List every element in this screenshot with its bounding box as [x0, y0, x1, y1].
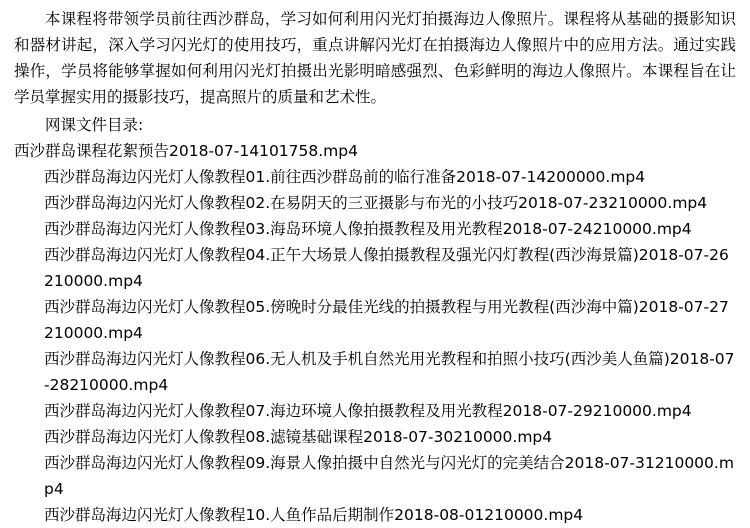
- file-list-item: 西沙群岛海边闪光灯人像教程05.傍晚时分最佳光线的拍摄教程与用光教程(西沙海中篇)2018-07-27210000.mp4: [44, 298, 729, 342]
- course-description-paragraph: 本课程将带领学员前往西沙群岛，学习如何利用闪光灯拍摄海边人像照片。课程将从基础的摄影知识和器材讲起，深入学习闪光灯的使用技巧，重点讲解闪光灯在拍摄海边人像照片中的应用方法。通过实践操作，学员将能够掌握如何利用闪光灯拍摄出光影明暗感强烈、色彩鲜明的海边人像照片。本课程旨在让学员掌握实用的摄影技巧，提高照片的质量和艺术性。: [14, 10, 736, 106]
- file-list-item: 西沙群岛海边闪光灯人像教程08.滤镜基础课程2018-07-30210000.mp4: [44, 428, 553, 446]
- file-list-item: 西沙群岛海边闪光灯人像教程09.海景人像拍摄中自然光与闪光灯的完美结合2018-07-31210000.mp4: [44, 454, 734, 498]
- file-list-item: 西沙群岛海边闪光灯人像教程03.海岛环境人像拍摄教程及用光教程2018-07-24210000.mp4: [44, 220, 692, 238]
- file-list-item: 西沙群岛海边闪光灯人像教程04.正午大场景人像拍摄教程及强光闪灯教程(西沙海景篇)2018-07-26210000.mp4: [44, 246, 729, 290]
- file-list-item: 西沙群岛海边闪光灯人像教程07.海边环境人像拍摄教程及用光教程2018-07-29210000.mp4: [44, 402, 692, 420]
- catalog-heading: 网课文件目录:: [45, 116, 144, 134]
- file-list-item: 西沙群岛海边闪光灯人像教程10.人鱼作品后期制作2018-08-01210000.mp4: [44, 506, 584, 524]
- file-list-item: 西沙群岛课程花絮预告2018-07-14101758.mp4: [14, 142, 358, 160]
- file-list-item: 西沙群岛海边闪光灯人像教程01.前往西沙群岛前的临行准备2018-07-14200000.mp4: [44, 168, 646, 186]
- file-list-item: 西沙群岛海边闪光灯人像教程02.在易阴天的三亚摄影与布光的小技巧2018-07-23210000.mp4: [44, 194, 708, 212]
- file-list-item: 西沙群岛海边闪光灯人像教程06.无人机及手机自然光用光教程和拍照小技巧(西沙美人鱼篇)2018-07-28210000.mp4: [44, 350, 735, 394]
- file-list: [14, 138, 736, 528]
